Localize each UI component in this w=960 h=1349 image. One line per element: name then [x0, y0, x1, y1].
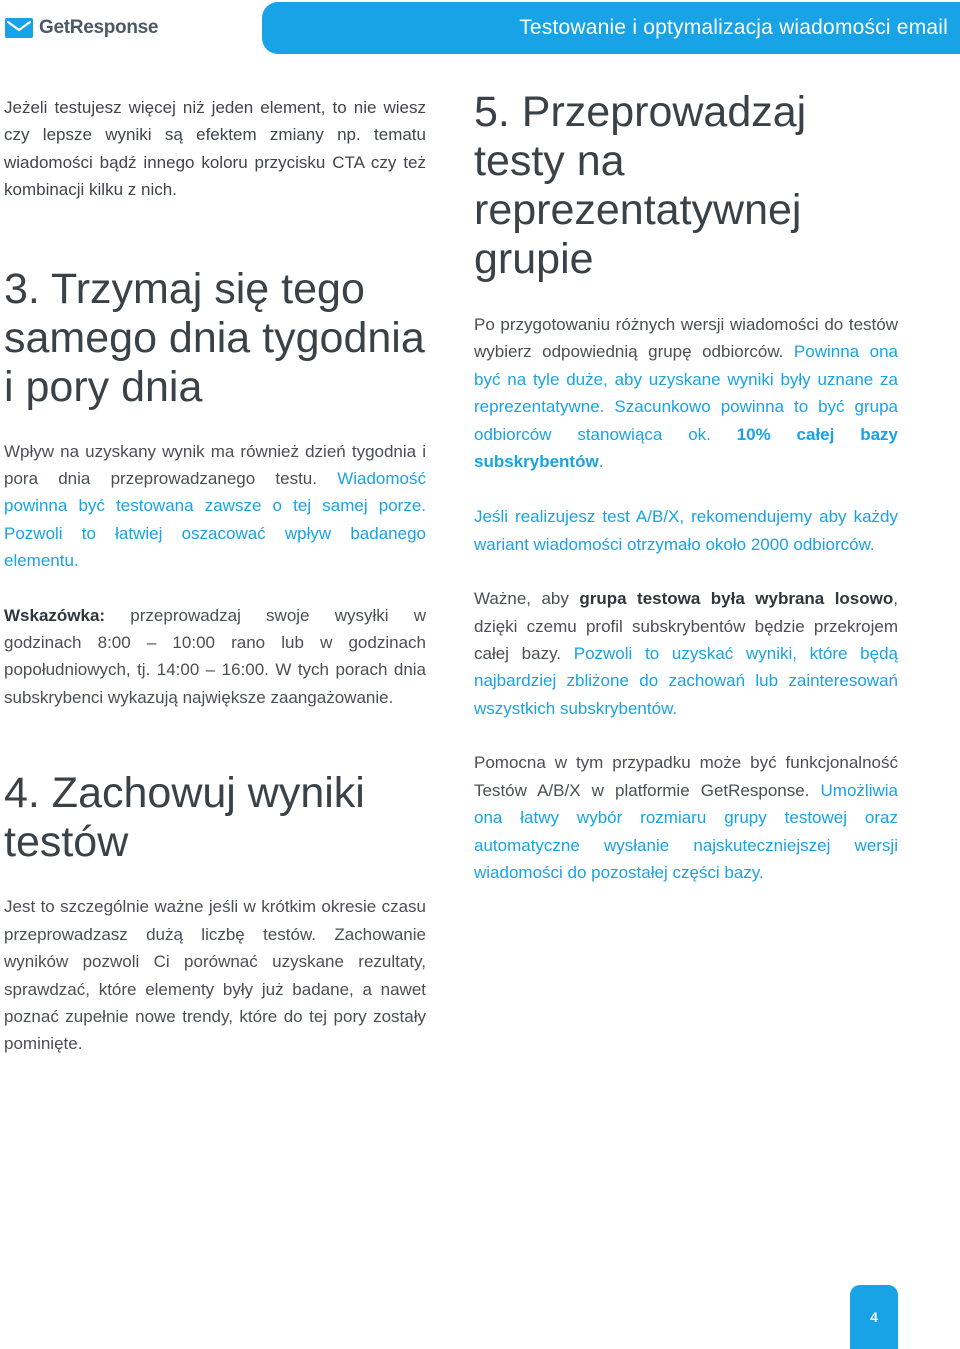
page-header [0, 0, 960, 56]
section-5-paragraph-4 [474, 749, 898, 886]
right-column [474, 88, 898, 886]
section-3-heading: 3. Trzymaj się tego samego dnia tygodnia i pory dnia [4, 264, 425, 411]
section-3-paragraph [4, 438, 426, 575]
logo-text: GetResponse [39, 17, 159, 38]
page-number: 4 [870, 1309, 878, 1325]
section-5-paragraph-1 [474, 311, 898, 475]
section-5-p3-a: Ważne, aby [474, 589, 569, 609]
tip-text: przeprowadzaj swoje wysyłki w godzinach 8:00 – 10:00 rano lub w godzinach popołudniowych, tj. 14:00 – 16:00. [4, 605, 426, 680]
section-4-heading: 4. Zachowuj wyniki testów [4, 769, 365, 867]
tip-label: Wskazówka: [4, 605, 106, 625]
document-title: Testowanie i optymalizacja wiadomości email [519, 16, 948, 39]
tip-paragraph [4, 602, 426, 712]
intro-paragraph: Jeżeli testujesz więcej niż jeden element, to nie wiesz czy lepsze wyniki są efektem zmiany np. tematu wiadomości bądź innego koloru przycisku CTA czy też kombinacji kilku z nich. [4, 98, 426, 200]
section-5-p4-b: Umożliwia ona łatwy wybór rozmiaru grupy testowej oraz automatyczne wysłanie najskuteczniejszej wersji wiadomości do pozostałej części bazy. [474, 780, 898, 882]
section-5-paragraph-2 [474, 503, 898, 558]
section-5-text-c: Szacunkowo powinna to być grupa odbiorców stanowiąca ok. [474, 397, 898, 444]
section-3-text-c: Pozwoli to łatwiej oszacować wpływ badanego elementu. [4, 523, 426, 571]
section-5-text-b: Powinna ona być na tyle duże, aby uzyskane wyniki były uznane za reprezentatywne. [474, 342, 898, 417]
section-5-text-a: Po przygotowaniu różnych wersji wiadomości do testów wybierz odpowiednią grupę odbiorców. [474, 315, 898, 362]
section-3-text-a: Wpływ na uzyskany wynik ma również dzień tygodnia i pora dnia przeprowadzanego testu. [4, 441, 426, 489]
envelope-icon [5, 18, 33, 38]
section-5-p4-a: Pomocna w tym przypadku może być funkcjonalność Testów A/B/X w platformie GetResponse. [474, 753, 898, 800]
getresponse-logo [5, 14, 158, 42]
section-5-p3-b: , dzięki czemu profil subskrybentów będzie przekrojem całej bazy. [474, 589, 898, 664]
section-5-p3-c: Pozwoli to uzyskać wyniki, które będą najbardziej zbliżone do zachowań lub zainteresowań wszystkich subskrybentów. [474, 644, 898, 718]
section-5-paragraph-3 [474, 585, 898, 722]
title-banner [262, 2, 960, 54]
section-5-end: . [598, 452, 604, 472]
left-column [4, 94, 426, 1058]
section-5-heading: 5. Przeprowadzaj testy na reprezentatywnej grupie [474, 88, 807, 283]
section-4-paragraph: Jest to szczególnie ważne jeśli w krótkim okresie czasu przeprowadzasz dużą liczbę testów. Zachowanie wyników pozwoli Ci porównać uzyskane rezultaty, sprawdzać, które elementy były już badane, a nawet poznać zupełnie nowe trendy, które do tej pory zostały pominięte. [4, 897, 426, 1054]
section-3-text-b: Wiadomość powinna być testowana zawsze o tej samej porze. [4, 469, 426, 516]
section-5-p2-text: Jeśli realizujesz test A/B/X, rekomendujemy aby każdy wariant wiadomości otrzymało około 2000 odbiorców. [474, 507, 898, 554]
section-5-p3-bold: grupa testowa była wybrana losowo [579, 589, 894, 609]
tip-text-b: W tych porach dnia subskrybenci wykazują największe zaangażowanie. [4, 660, 427, 707]
page-number-tab [850, 1285, 898, 1349]
section-5-bold: 10% całej bazy subskrybentów [474, 424, 898, 472]
